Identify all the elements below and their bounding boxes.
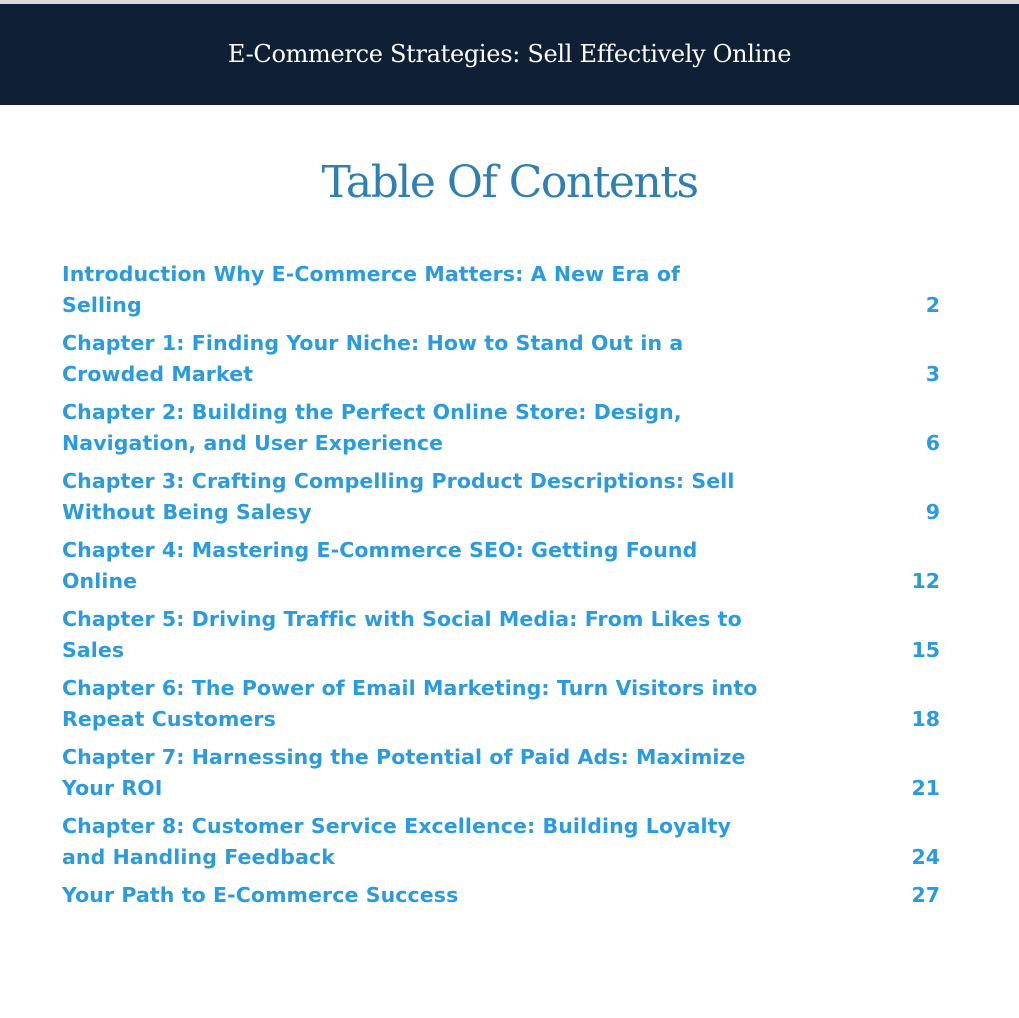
toc-entry-page: 12 [911, 569, 940, 593]
toc-entry-page: 9 [925, 500, 940, 524]
toc-list [62, 259, 940, 918]
toc-entry-title: Chapter 5: Driving Traffic with Social Media: From Likes to Sales [62, 607, 742, 662]
toc-entry-title: Chapter 3: Crafting Compelling Product Descriptions: Sell Without Being Salesy [62, 469, 735, 524]
toc-entry-page: 24 [911, 845, 940, 869]
toc-entry-chapter-5[interactable] [62, 604, 940, 666]
toc-entry-page: 3 [925, 362, 940, 386]
toc-entry-chapter-3[interactable] [62, 466, 940, 528]
toc-entry-page: 27 [911, 883, 940, 907]
toc-entry-title: Chapter 4: Mastering E-Commerce SEO: Getting Found Online [62, 538, 698, 593]
toc-entry-chapter-6[interactable] [62, 673, 940, 735]
book-title: E-Commerce Strategies: Sell Effectively Online [227, 39, 792, 68]
toc-entry-chapter-1[interactable] [62, 328, 940, 390]
toc-entry-title: Chapter 1: Finding Your Niche: How to Stand Out in a Crowded Market [62, 331, 684, 386]
toc-entry-conclusion[interactable] [62, 880, 940, 911]
toc-entry-page: 6 [925, 431, 940, 455]
toc-entry-page: 15 [911, 638, 940, 662]
toc-entry-page: 2 [925, 293, 940, 317]
toc-entry-chapter-4[interactable] [62, 535, 940, 597]
header-bar [0, 4, 1019, 105]
toc-entry-title: Chapter 7: Harnessing the Potential of Paid Ads: Maximize Your ROI [62, 745, 746, 800]
toc-entry-title: Chapter 8: Customer Service Excellence: Building Loyalty and Handling Feedback [62, 814, 732, 869]
toc-entry-title: Your Path to E-Commerce Success [62, 883, 459, 907]
toc-heading: Table Of Contents [321, 157, 698, 208]
toc-entry-chapter-8[interactable] [62, 811, 940, 873]
toc-entry-chapter-2[interactable] [62, 397, 940, 459]
toc-entry-title: Introduction Why E-Commerce Matters: A New Era of Selling [62, 262, 681, 317]
toc-entry-chapter-7[interactable] [62, 742, 940, 804]
toc-entry-page: 21 [911, 776, 940, 800]
toc-entry-title: Chapter 6: The Power of Email Marketing: Turn Visitors into Repeat Customers [62, 676, 758, 731]
toc-entry-page: 18 [911, 707, 940, 731]
toc-entry-title: Chapter 2: Building the Perfect Online Store: Design, Navigation, and User Experience [62, 400, 682, 455]
toc-entry-introduction[interactable] [62, 259, 940, 321]
